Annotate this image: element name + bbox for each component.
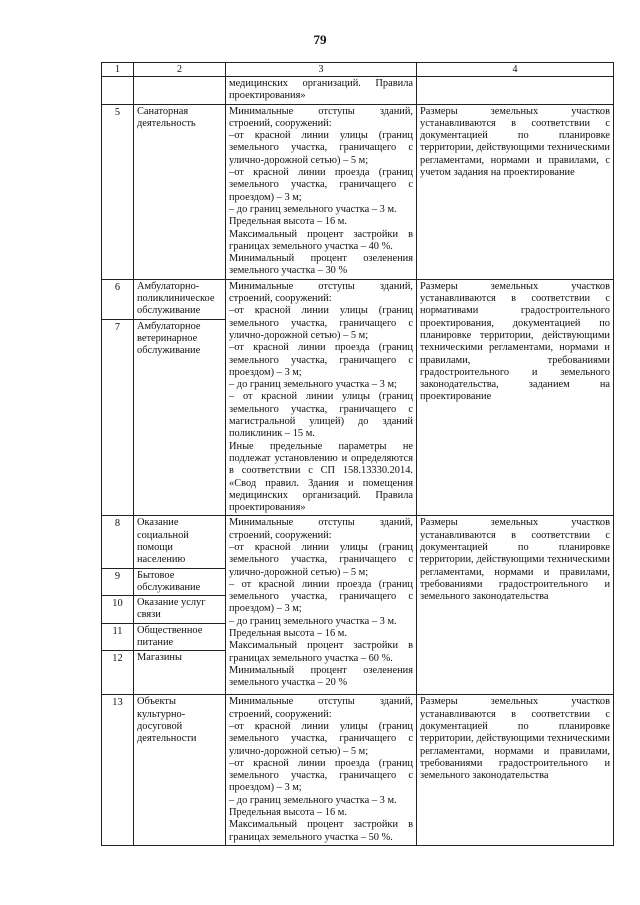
param-line: Минимальные отступы зданий, строений, сооружений: xyxy=(229,517,413,541)
params-cell xyxy=(226,279,417,516)
param-line: – от красной линии улицы (границ земельного участка, граничащего с магистральной улицей) до зданий поликлиник – 15 м. xyxy=(229,391,413,440)
param-line: Минимальный процент озеленения земельного участка – 30 % xyxy=(229,253,413,277)
params-cell xyxy=(226,77,417,105)
param-line: Минимальные отступы зданий, строений, сооружений: xyxy=(229,105,413,129)
sizes-cell: Размеры земельных участков устанавливаются в соответствии с документацией по планировке территории, действующими техническими регламентами, нормами и правилами, требованиями градостроительного и земельного законодательства xyxy=(417,695,614,846)
use-name: Оказание социальной помощи населению xyxy=(134,516,226,568)
params-cell xyxy=(226,104,417,279)
table-row xyxy=(102,77,614,105)
use-name: Магазины xyxy=(134,651,226,695)
use-name: Санаторная деятельность xyxy=(134,104,226,279)
sizes-cell: Размеры земельных участков устанавливаются в соответствии с документацией по планировке территории, действующими техническими регламентами, нормами и правилами, с учетом задания на проектирование xyxy=(417,104,614,279)
param-line: – от красной линии проезда (границ земельного участка, граничащего с проездом) – 3 м; xyxy=(229,578,413,615)
param-line: Максимальный процент застройки в границах земельного участка – 40 %. xyxy=(229,228,413,252)
param-line: Минимальный процент озеленения земельного участка – 20 % xyxy=(229,664,413,689)
use-name: Общественное питание xyxy=(134,623,226,651)
param-line: Предельная высота – 16 м. xyxy=(229,807,347,819)
row-number: 10 xyxy=(102,596,134,624)
use-name: Объекты культурно-досуговой деятельности xyxy=(134,695,226,846)
param-line: –от красной линии проезда (границ земельного участка, граничащего с проездом) – 3 м; xyxy=(229,757,413,794)
param-line: –от красной линии улицы (границ земельного участка, граничащего с улично-дорожной сетью) – 5 м; xyxy=(229,305,413,341)
table-row xyxy=(102,516,614,568)
param-line: – до границ земельного участка – 3 м. xyxy=(229,203,397,215)
param-line: –от красной линии улицы (границ земельного участка, граничащего с улично-дорожной сетью) – 5 м; xyxy=(229,541,413,578)
param-line: Минимальные отступы зданий, строений, сооружений: xyxy=(229,696,413,720)
row-number xyxy=(102,77,134,105)
param-line: – до границ земельного участка – 3 м; xyxy=(229,379,397,391)
use-name: Бытовое обслуживание xyxy=(134,568,226,596)
param-line: Максимальный процент застройки в границах земельного участка – 50 %. xyxy=(229,819,413,843)
param-line: Максимальный процент застройки в границах земельного участка – 60 %. xyxy=(229,640,413,664)
sizes-cell: Размеры земельных участков устанавливаются в соответствии с документацией по планировке территории, действующими техническими регламентами, нормами и правилами, требованиями градостроительного и земельного законодательства xyxy=(417,516,614,695)
header-cell: 1 xyxy=(102,63,134,77)
param-line: –от красной линии улицы (границ земельного участка, граничащего с улично-дорожной сетью) – 5 м; xyxy=(229,130,413,166)
header-cell: 2 xyxy=(134,63,226,77)
row-number: 9 xyxy=(102,568,134,596)
table-row xyxy=(102,279,614,319)
header-cell: 4 xyxy=(417,63,614,77)
row-number: 11 xyxy=(102,623,134,651)
header-cell: 3 xyxy=(226,63,417,77)
params-cell xyxy=(226,695,417,846)
param-line: медицинских организаций. Правила проектирования» xyxy=(229,78,413,102)
param-line: –от красной линии улицы (границ земельного участка, граничащего с улично-дорожной сетью) – 5 м; xyxy=(229,720,413,757)
row-number: 12 xyxy=(102,651,134,695)
row-number: 5 xyxy=(102,104,134,279)
row-number: 7 xyxy=(102,319,134,516)
param-line: Предельная высота – 16 м. xyxy=(229,216,347,228)
param-line: –от красной линии проезда (границ земельного участка, граничащего с проездом) – 3 м; xyxy=(229,342,413,378)
param-line: Иные предельные параметры не подлежат установлению и определяются в соответствии с СП 158.13330.2014. «Свод правил. Здания и помещения медицинских организаций. Правила проектирования» xyxy=(229,440,413,514)
table-row xyxy=(102,695,614,846)
use-name: Оказание услуг связи xyxy=(134,596,226,624)
row-number: 8 xyxy=(102,516,134,568)
row-number: 13 xyxy=(102,695,134,846)
use-name: Амбулаторно-поликлиническое обслуживание xyxy=(134,279,226,319)
table-row xyxy=(102,104,614,279)
land-use-table xyxy=(101,62,614,846)
sizes-cell: Размеры земельных участков устанавливаются в соответствии с нормативами градостроительного проектирования, документацией по планировке территории, действующими техническими регламентами, нормами и правилами, требованиями градостроительного и земельного законодательства, заданием на проектирование xyxy=(417,279,614,516)
param-line: Минимальные отступы зданий, строений, сооружений: xyxy=(229,280,413,305)
use-name: Амбулаторное ветеринарное обслуживание xyxy=(134,319,226,516)
sizes-cell xyxy=(417,77,614,105)
param-line: – до границ земельного участка – 3 м. xyxy=(229,794,397,806)
params-cell xyxy=(226,516,417,695)
page-number: 79 xyxy=(313,32,327,47)
param-line: – до границ земельного участка – 3 м. xyxy=(229,615,397,627)
row-number: 6 xyxy=(102,279,134,319)
param-line: Предельная высота – 16 м. xyxy=(229,628,347,640)
param-line: –от красной линии проезда (границ земельного участка, граничащего с проездом) – 3 м; xyxy=(229,167,413,203)
table-header-row xyxy=(102,63,614,77)
use-name xyxy=(134,77,226,105)
